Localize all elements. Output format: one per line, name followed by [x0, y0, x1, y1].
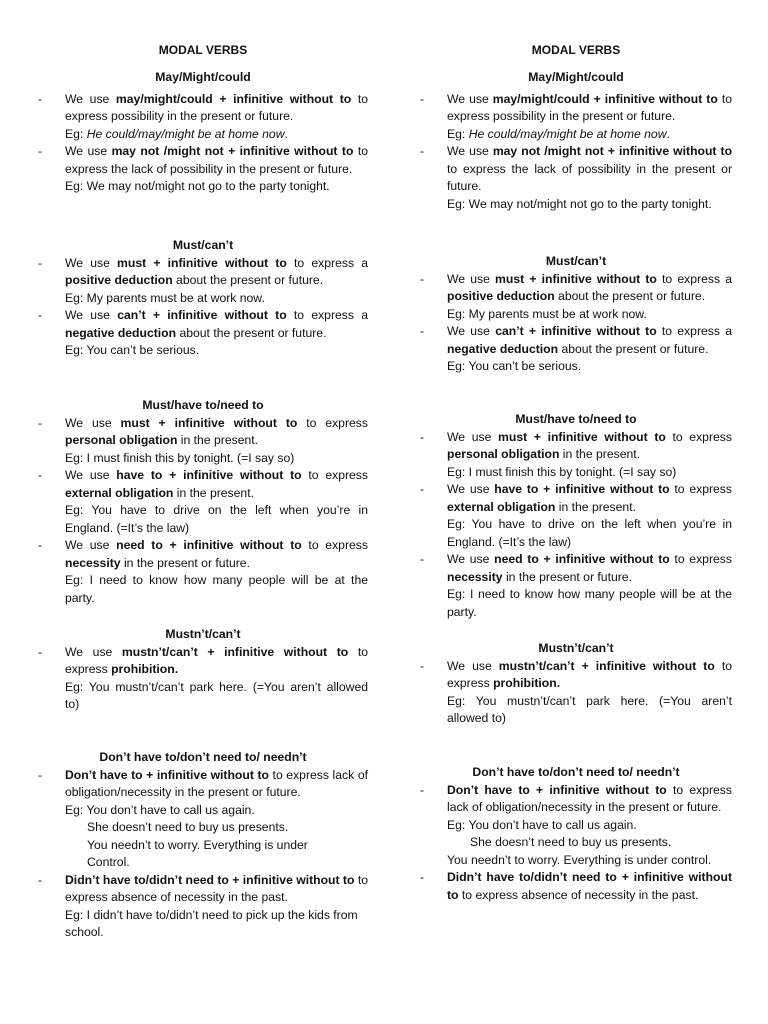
- rule-text: to express: [665, 429, 732, 444]
- rule-bold: have to + infinitive without to: [116, 468, 302, 482]
- rule-item: [38, 872, 368, 907]
- rule-text: about the present or future.: [558, 341, 709, 356]
- rule-text: about the present or future.: [176, 325, 327, 340]
- section-title: Mustn’t/can’t: [538, 641, 614, 655]
- section-must-cant: [420, 253, 732, 376]
- example: Eg: We may not/might not go to the party tonight.: [447, 196, 712, 211]
- rule-bold: must + infinitive without to: [495, 271, 657, 286]
- example-italic: He could/may/might be at home now: [86, 126, 285, 141]
- rule-item: [38, 467, 368, 502]
- rule-text: in the present.: [177, 433, 259, 447]
- rule-text: in the present or future.: [120, 555, 250, 570]
- rule-item: [420, 869, 732, 904]
- rule-bold: prohibition.: [111, 662, 179, 676]
- rule-item: [38, 255, 368, 290]
- rule-bold: may not /might not + infinitive without to: [111, 144, 354, 158]
- rule-text: We use: [65, 144, 112, 158]
- rule-text: We use: [65, 308, 118, 322]
- rule-bold: need to + infinitive without to: [494, 552, 670, 566]
- rule-item: [420, 658, 732, 693]
- rule-text: to express a: [286, 308, 368, 322]
- rule-item: [420, 143, 732, 196]
- rule-item: [420, 91, 732, 126]
- section-title: Mustn’t/can’t: [165, 627, 241, 641]
- rule-text: We use: [447, 271, 496, 286]
- rule-item: [38, 644, 368, 679]
- rule-text: about the present or future.: [554, 289, 706, 303]
- rule-text: in the present.: [555, 499, 636, 514]
- example: [38, 126, 368, 144]
- rule-text: We use: [447, 91, 493, 106]
- rule-bold: must + infinitive without to: [498, 429, 666, 444]
- rule-item: [420, 481, 732, 516]
- rule-bold: may/might/could + infinitive without to: [492, 91, 718, 106]
- rule-text: to express: [65, 644, 368, 676]
- rule-item: [420, 429, 732, 464]
- rule-item: [420, 551, 732, 586]
- rule-bold: prohibition.: [493, 676, 561, 690]
- rule-item: [38, 767, 368, 802]
- rule-bold: can’t + infinitive without to: [495, 324, 657, 338]
- example: Eg: I must finish this by tonight. (=I say so): [447, 464, 677, 479]
- rule-item: [38, 143, 368, 178]
- page-title: MODAL VERBS: [531, 43, 621, 57]
- rule-bold: personal obligation: [447, 447, 560, 461]
- section-title: Don’t have to/don’t need to/ needn’t: [472, 765, 680, 779]
- example: Eg: I didn’t have to/didn’t need to pick up the kids from school.: [65, 907, 358, 939]
- example: Eg: You can’t be serious.: [65, 343, 200, 357]
- rule-text: to express: [301, 468, 368, 482]
- example: [420, 126, 732, 144]
- section-title: May/Might/could: [155, 70, 251, 84]
- section-may-might-could: [420, 69, 732, 213]
- rule-text: We use: [447, 429, 499, 444]
- rule-bold: have to + infinitive without to: [494, 482, 670, 496]
- rule-bold: Didn’t have to/didn’t need to + infinitive without to: [447, 870, 732, 902]
- rule-bold: Don’t have to + infinitive without to: [447, 782, 667, 797]
- rule-text: to express possibility in the present or future.: [65, 91, 368, 123]
- rule-bold: must + infinitive without to: [117, 255, 287, 270]
- rule-bold: may not /might not + infinitive without to: [492, 144, 733, 158]
- rule-bold: negative deduction: [65, 325, 177, 340]
- rule-text: to express: [301, 538, 368, 552]
- section-must-cant: [38, 237, 368, 360]
- rule-bold: necessity: [65, 555, 121, 570]
- rule-text: We use: [447, 324, 496, 338]
- rule-bold: external obligation: [447, 499, 556, 514]
- example: Eg: You can’t be serious.: [447, 359, 582, 373]
- rule-text: We use: [65, 644, 122, 659]
- example-prefix: Eg:: [447, 126, 469, 141]
- section-prohibition: [420, 640, 732, 728]
- rule-text: We use: [447, 658, 499, 673]
- rule-text: to express the lack of possibility in the present or future.: [65, 144, 368, 176]
- rule-text: to express lack of obligation/necessity in the present or future.: [447, 782, 732, 814]
- example-indented: She doesn’t need to buy us presents.: [470, 835, 672, 849]
- section-title: May/Might/could: [528, 70, 624, 84]
- example: Eg: You don’t have to call us again.: [447, 817, 637, 832]
- rule-item: [420, 782, 732, 817]
- rule-text: in the present or future.: [502, 569, 632, 584]
- example-suffix: .: [666, 126, 670, 141]
- example: Eg: My parents must be at work now.: [65, 290, 265, 305]
- example: Eg: We may not/might not go to the party tonight.: [65, 179, 330, 193]
- rule-text: to express possibility in the present or future.: [447, 91, 732, 123]
- rule-text: We use: [65, 538, 117, 552]
- rule-bold: necessity: [447, 569, 503, 584]
- rule-text: We use: [65, 468, 117, 482]
- rule-text: to express: [669, 552, 732, 566]
- rule-item: [38, 537, 368, 572]
- rule-text: to express lack of obligation/necessity in the present or future.: [65, 767, 368, 799]
- rule-text: We use: [447, 482, 495, 496]
- rule-item: [420, 271, 732, 306]
- example-prefix: Eg:: [65, 126, 87, 141]
- rule-bold: personal obligation: [65, 433, 178, 447]
- example: Eg: I need to know how many people will be at the party.: [447, 587, 732, 619]
- rule-item: [420, 323, 732, 358]
- rule-text: to express absence of necessity in the past.: [65, 872, 368, 904]
- rule-bold: positive deduction: [65, 273, 173, 287]
- rule-text: to express absence of necessity in the past.: [458, 887, 699, 902]
- example: You needn’t to worry. Everything is under control.: [447, 852, 712, 867]
- section-title: Must/can’t: [545, 254, 607, 268]
- rule-text: We use: [65, 255, 118, 270]
- example: Eg: You don’t have to call us again.: [65, 802, 255, 817]
- example: Eg: You mustn’t/can’t park here. (=You aren’t allowed to): [447, 693, 732, 725]
- rule-bold: Didn’t have to/didn’t need to + infinitive without to: [65, 872, 355, 887]
- page-title: MODAL VERBS: [158, 43, 248, 57]
- rule-text: to express: [669, 482, 732, 496]
- rule-bold: need to + infinitive without to: [116, 538, 302, 552]
- rule-bold: may/might/could + infinitive without to: [115, 91, 352, 106]
- section-obligation: [38, 397, 368, 607]
- rule-item: [38, 307, 368, 342]
- section-absence: [38, 749, 368, 942]
- rule-bold: positive deduction: [447, 289, 555, 303]
- rule-item: [38, 415, 368, 450]
- rule-bold: mustn’t/can’t + infinitive without to: [498, 658, 715, 673]
- rule-item: [38, 91, 368, 126]
- section-absence: [420, 764, 732, 904]
- section-title: Must/have to/need to: [142, 398, 264, 412]
- section-title: Must/can’t: [172, 238, 234, 252]
- rule-text: to express the lack of possibility in the present or future.: [447, 161, 732, 193]
- rule-text: to express a: [656, 271, 732, 286]
- rule-text: to express: [297, 415, 368, 430]
- rule-text: We use: [65, 415, 121, 430]
- rule-bold: can’t + infinitive without to: [117, 308, 287, 322]
- section-obligation: [420, 411, 732, 621]
- example: Eg: I need to know how many people will be at the party.: [65, 573, 368, 605]
- rule-text: to express a: [656, 324, 732, 338]
- example: Eg: You have to drive on the left when you’re in England. (=It’s the law): [447, 517, 732, 549]
- rule-text: to express a: [286, 255, 368, 270]
- rule-text: We use: [447, 552, 495, 566]
- example-suffix: .: [284, 126, 288, 141]
- rule-bold: negative deduction: [447, 341, 559, 356]
- section-may-might-could: [38, 69, 368, 196]
- section-title: Don’t have to/don’t need to/ needn’t: [99, 750, 307, 764]
- example: Eg: You have to drive on the left when you’re in England. (=It’s the law): [65, 503, 368, 535]
- rule-text: about the present or future.: [172, 273, 324, 287]
- rule-text: to express: [447, 658, 732, 690]
- rule-text: We use: [65, 91, 116, 106]
- section-prohibition: [38, 626, 368, 714]
- rule-bold: must + infinitive without to: [120, 415, 298, 430]
- rule-text: in the present.: [173, 485, 254, 500]
- example: Eg: My parents must be at work now.: [447, 306, 647, 321]
- example-italic: He could/may/might be at home now: [468, 126, 667, 141]
- example: Eg: I must finish this by tonight. (=I say so): [65, 450, 295, 465]
- example: Eg: You mustn’t/can’t park here. (=You aren’t allowed to): [65, 679, 368, 711]
- rule-text: We use: [447, 144, 493, 158]
- rule-bold: external obligation: [65, 485, 174, 500]
- rule-bold: mustn’t/can’t + infinitive without to: [121, 644, 349, 659]
- example-indented: You needn’t to worry. Everything is under Control.: [87, 837, 308, 869]
- section-title: Must/have to/need to: [515, 412, 637, 426]
- rule-text: in the present.: [559, 447, 641, 461]
- example-indented: She doesn’t need to buy us presents.: [87, 820, 289, 834]
- rule-bold: Don’t have to + infinitive without to: [65, 767, 269, 782]
